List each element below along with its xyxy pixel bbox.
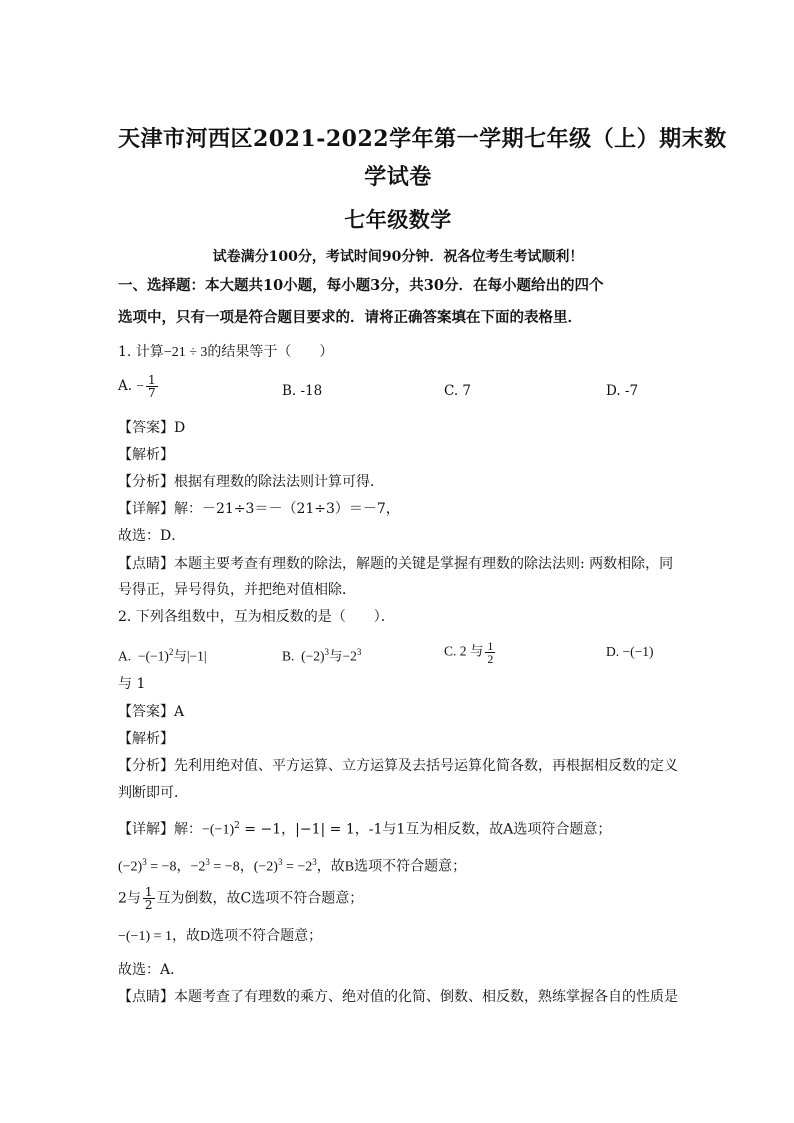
q2-option-d: D. −(−1): [606, 644, 654, 659]
q1-option-a-sign: −: [136, 378, 144, 393]
q2-option-b-label: B.: [282, 648, 295, 664]
q2-detail2-b: = −8，−2: [146, 859, 206, 875]
q2-option-b-exponent: 3: [324, 647, 329, 657]
q2-detail-line2: [118, 852, 466, 878]
q1-option-c: C. 7: [444, 383, 472, 399]
q2-detail2-b-exponent: 3: [205, 857, 210, 867]
exam-title-line2: 学试卷: [364, 164, 432, 190]
q2-detail3-denominator: 2: [144, 898, 153, 912]
q2-option-b: [282, 642, 361, 667]
q1-stem: [118, 342, 333, 363]
q2-detail3-post: 互为倒数，故C选项不符合题意；: [156, 890, 364, 907]
q2-option-c: [444, 640, 497, 665]
q2-stem: 2. 下列各组数中，互为相反数的是（ ）．: [118, 609, 395, 625]
q2-detail2-tail: ，故B选项不符合题意；: [316, 859, 467, 875]
q2-detail-line3: [118, 886, 363, 911]
q2-detail3-numerator: 1: [144, 885, 153, 899]
exam-notice: 试卷满分100分，考试时间90分钟．祝各位考生考试顺利！: [212, 249, 584, 265]
q2-analysis-line1: 【分析】先利用绝对值、平方运算、立方运算及去括号运算化简各数，再根据相反数的定义: [118, 758, 678, 774]
q1-comment-line1: 【点睛】本题主要考查有理数的除法，解题的关键是掌握有理数的除法法则: 两数相除，同: [118, 556, 674, 572]
q2-option-c-fraction: [485, 640, 495, 665]
q2-detail1-expr: −(−1): [202, 822, 235, 838]
exam-title-line1: 天津市河西区2021-2022学年第一学期七年级（上）期末数: [118, 126, 727, 152]
q1-option-a-numerator: 1: [147, 373, 156, 387]
q2-option-c-label: C. 2 与: [444, 643, 484, 659]
q2-option-b-exponent2: 3: [356, 647, 362, 657]
q2-detail-line1: [118, 816, 611, 841]
q1-comment-line2: 号得正，异号得负，并把绝对值相除．: [118, 582, 356, 598]
q2-detail2-c: = −8，(−2): [209, 859, 278, 875]
section-instructions-line2: 选项中，只有一项是符合题目要求的．请将正确答案填在下面的表格里．: [118, 309, 582, 326]
q2-answer: 【答案】A: [118, 704, 185, 720]
q1-option-a: [118, 374, 160, 399]
q1-option-d: D. -7: [606, 383, 639, 399]
q2-detail2-d: = −2: [282, 859, 313, 875]
q2-option-a-expr: −(−1): [137, 648, 169, 664]
q2-option-c-numerator: 1: [487, 639, 494, 653]
q2-detail2-c-exponent: 3: [277, 857, 283, 867]
q2-analysis-heading: 【解析】: [118, 731, 174, 747]
q1-detail: 【详解】解：－21÷3＝－（21÷3）＝－7，: [118, 501, 400, 517]
exam-subtitle: 七年级数学: [344, 207, 452, 232]
q1-option-a-fraction: [146, 374, 158, 399]
q1-option-a-denominator: 7: [147, 386, 156, 400]
q2-comment-line1: 【点睛】本题考查了有理数的乘方、绝对值的化简、倒数、相反数，熟练掌握各自的性质是: [118, 989, 678, 1005]
q1-stem-math: −21 ÷ 3: [163, 345, 208, 360]
q2-detail3-fraction: [143, 886, 155, 911]
q1-stem-post: 的结果等于（ ）: [207, 344, 334, 360]
q1-answer: 【答案】D: [118, 420, 186, 436]
q2-option-b-mid: 与−2: [329, 648, 357, 664]
q2-option-a-label: A.: [118, 648, 132, 664]
q1-stem-pre: 1. 计算: [118, 344, 164, 360]
q1-analysis-heading: 【解析】: [118, 447, 174, 463]
q2-detail2-a-exponent: 3: [142, 857, 147, 867]
q2-detail3-pre: 2与: [118, 890, 141, 907]
q2-option-a-exponent: 2: [168, 647, 174, 657]
q2-choose: 故选：A．: [118, 962, 185, 978]
section-instructions-line1: 一、选择题：本大题共10小题，每小题3分，共30分．在每小题给出的四个: [118, 277, 604, 294]
q2-detail1-rest: = −1，|−1| = 1，-1与1互为相反数，故A选项符合题意；: [239, 821, 612, 838]
q1-analysis: 【分析】根据有理数的除法法则计算可得．: [118, 474, 384, 490]
q2-detail1-exponent: 2: [234, 821, 240, 831]
q1-option-a-label: A.: [118, 378, 133, 394]
q2-detail2-d-exponent: 3: [312, 857, 317, 867]
q1-choose: 故选：D．: [118, 528, 186, 544]
q2-option-c-denominator: 2: [487, 652, 494, 666]
q2-option-d-tail: 与 1: [118, 676, 146, 692]
q1-option-b: B. -18: [282, 383, 323, 399]
q2-option-b-expr: (−2): [301, 648, 325, 664]
q2-option-a: [118, 642, 207, 667]
q2-analysis-line2: 判断即可．: [118, 785, 188, 801]
q2-detail2-a: (−2): [118, 859, 143, 875]
q2-detail1-head: 【详解】解：: [118, 821, 202, 838]
q2-option-a-tail: 与|−1|: [173, 648, 207, 664]
q2-detail-line4: −(−1) = 1，故D选项不符合题意；: [118, 929, 323, 944]
